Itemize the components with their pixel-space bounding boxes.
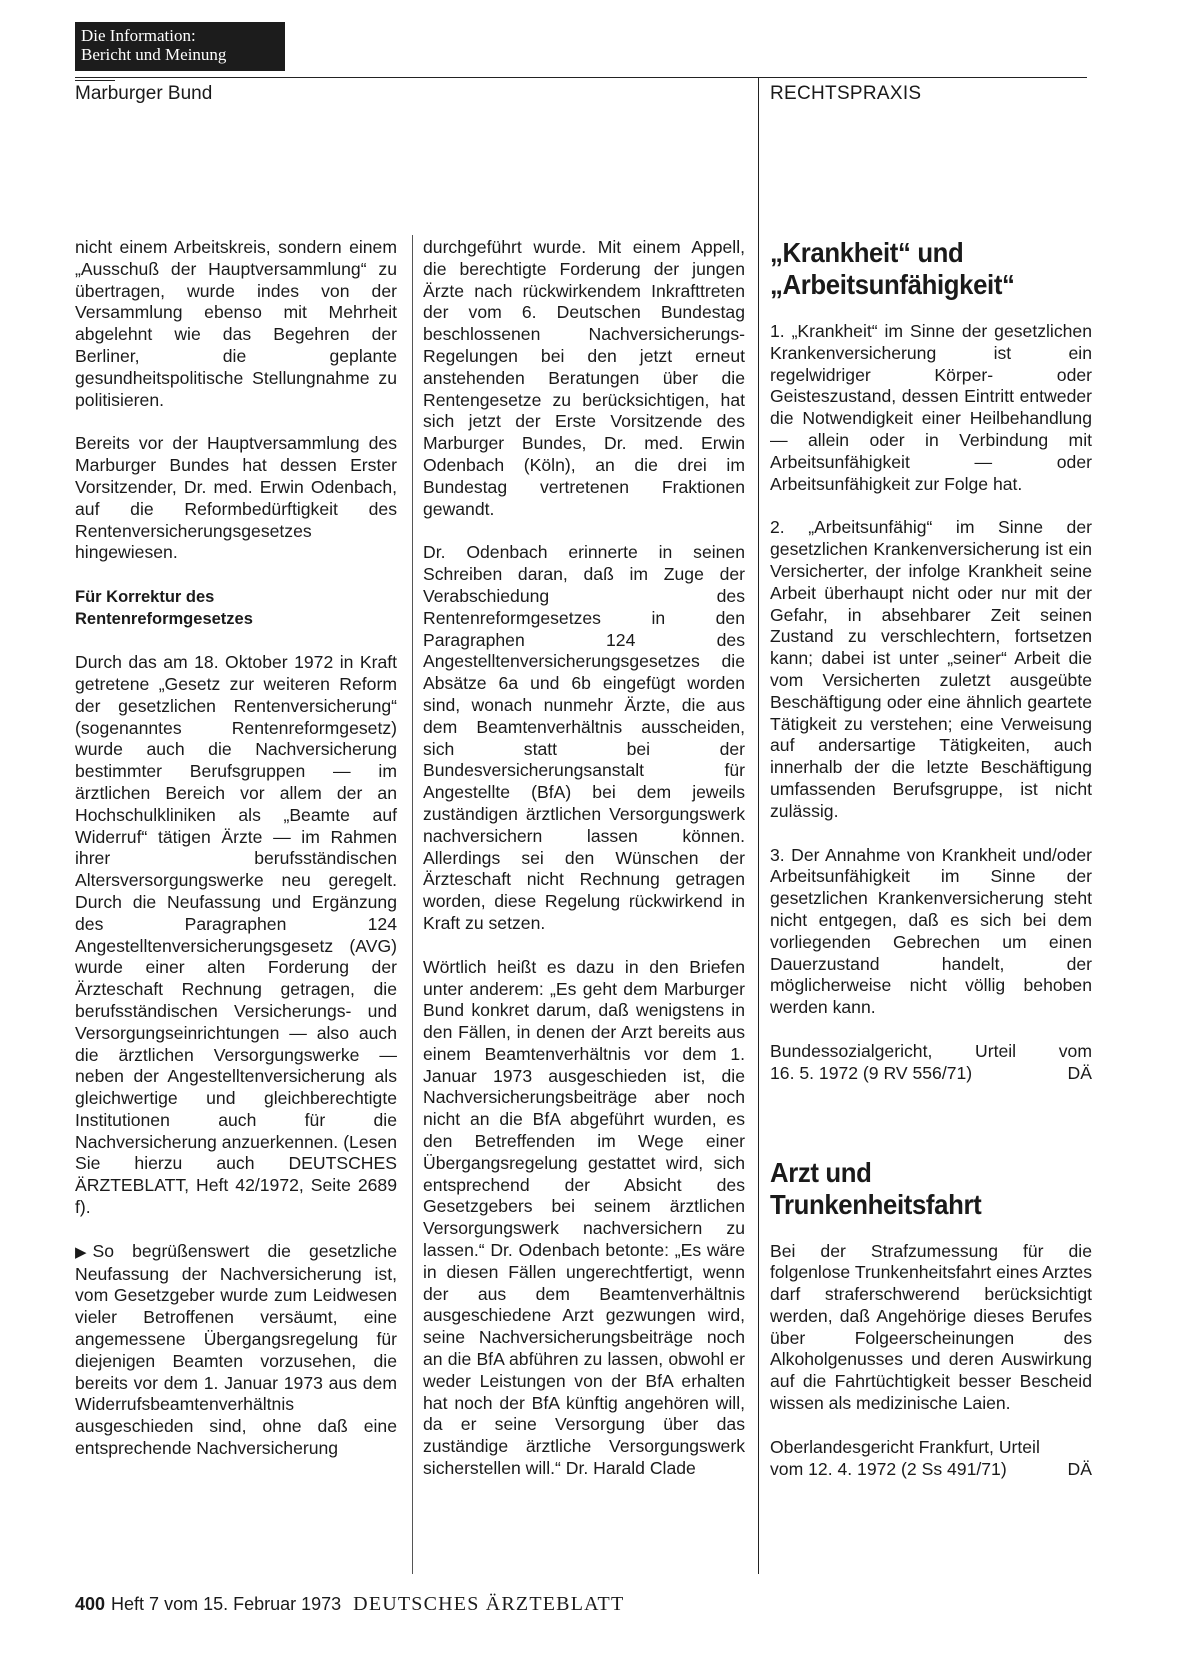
journal-name: DEUTSCHES ÄRZTEBLATT [353, 1593, 625, 1615]
article-column-3 [770, 237, 1092, 1502]
column-divider-left [412, 235, 413, 1574]
subheading-line: Für Korrektur des [75, 588, 215, 607]
paragraph: Durch das am 18. Oktober 1972 in Kraft getretene „Gesetz zur weiteren Reform der gesetzlichen Rentenversicherung“ (sogenanntes Rentenreformgesetz) wurde auch die Nachversicherung bestimmter Berufsgruppen — im ärztlichen Bereich vor allem der an Hochschulkliniken als „Beamte auf Widerruf“ tätigen Ärzte — im Rahmen ihrer berufsständischen Altersversorgungswerke neu geregelt. Durch die Neufassung und Ergänzung des Paragraphen 124 Angestelltenversicherungsgesetz (AVG) wurde einer alten Forderung der Ärzteschaft Rechnung getragen, die berufsständischen Versicherungs- und Versorgungseinrichtungen — also auch die ärztlichen Versorgungswerke — neben der Angestelltenversicherung als gleichwertige und gleichberechtigte Institutionen auch für die Nachversicherung anzuerkennen. (Lesen Sie hierzu auch DEUTSCHES ÄRZTEBLATT, Heft 42/1972, Seite 2689 f). [75, 652, 397, 1218]
triangle-bullet-icon: ▶ [75, 1243, 87, 1261]
paragraph: 2. „Arbeitsunfähig“ im Sinne der gesetzlichen Krankenversicherung ist ein Versicherter, der infolge Krankheit seine Arbeit überhaupt nicht oder nur mit der Gefahr, in absehbarer Zeit seinen Zustand zu verschlechtern, fortsetzen kann; dabei ist unter „seiner“ Arbeit die vom Versicherten zuletzt ausgeübte Beschäftigung oder eine ähnlich geartete Tätigkeit zu verstehen; eine Verweisung auf andersartige Tätigkeiten, auch innerhalb der die letzte Beschäftigung umfassenden Berufsgruppe, ist nicht zulässig. [770, 517, 1092, 821]
paragraph: 1. „Krankheit“ im Sinne der gesetzlichen Krankenversicherung ist ein regelwidriger Körper- oder Geisteszustand, dessen Eintritt entweder die Notwendigkeit einer Heilbehandlung — allein oder in Verbindung mit Arbeitsunfähigkeit — oder Arbeitsunfähigkeit zur Folge hat. [770, 321, 1092, 494]
paragraph-text: So begrüßenswert die gesetzliche Neufassung der Nachversicherung ist, vom Gesetzgeber wurde zum Leidwesen vieler Betroffenen versäumt, eine angemessene Übergangsregelung für diejenigen Beamten vorzusehen, die bereits vor dem 1. Januar 1973 aus dem Widerrufsbeamtenverhältnis ausgeschieden sind, ohne daß eine entsprechende Nachversicherung [75, 1240, 397, 1459]
issue-info: Heft 7 vom 15. Februar 1973 [111, 1594, 342, 1614]
citation-row [770, 1063, 1092, 1085]
subheading [75, 586, 397, 630]
paragraph: Dr. Odenbach erinnerte in seinen Schreiben daran, daß im Zuge der Verabschiedung des Rentenreformgesetzes in den Paragraphen 124 des Angestelltenversicherungsgesetzes die Absätze 6a und 6b eingefügt worden sind, wonach nunmehr Ärzte, die aus dem Beamtenverhältnis ausscheiden, sich statt bei der Bundesversicherungsanstalt für Angestellte (BfA) bei dem jeweils zuständigen ärztlichen Versorgungswerk nachversichern lassen können. Allerdings sei den Wünschen der Ärzteschaft nicht Rechnung getragen worden, diese Regelung rückwirkend in Kraft zu setzen. [423, 542, 745, 933]
headline-trunkenheit [770, 1157, 1066, 1221]
article-column-2 [423, 237, 745, 1502]
masthead-line-1: Die Information: [81, 26, 196, 45]
citation-line: Oberlandesgericht Frankfurt, Urteil [770, 1436, 1040, 1457]
paragraph: durchgeführt wurde. Mit einem Appell, die berechtigte Forderung der jungen Ärzte nach rückwirkendem Inkrafttreten der vom 6. Deutschen Bundestag beschlossenen Nachversicherungs-Regelungen bei den jetzt erneut anstehenden Beratungen über die Rentengesetze zu berücksichtigen, hat sich jetzt der Erste Vorsitzende des Marburger Bundes, Dr. med. Erwin Odenbach (Köln), an die drei im Bundestag vertretenen Fraktionen gewandt. [423, 237, 745, 519]
header-rule [75, 77, 1087, 78]
headline-line: „Arbeitsunfähigkeit“ [770, 269, 1015, 300]
citation-line: 16. 5. 1972 (9 RV 556/71) [770, 1062, 973, 1083]
article-column-1 [75, 237, 397, 1482]
citation-row [770, 1459, 1092, 1481]
paragraph: Bei der Strafzumessung für die folgenlose Trunkenheitsfahrt eines Arztes darf straferschwerend berücksichtigt werden, daß Angehörige dieses Berufes über Folgeerscheinungen des Alkoholgenusses und deren Auswirkung auf die Fahrtüchtigkeit besser Bescheid wissen als medizinische Laien. [770, 1240, 1092, 1414]
subheading-line: Rentenreformgesetzes [75, 610, 253, 629]
court-citation [770, 1041, 1092, 1085]
citation-signature: DÄ [1067, 1458, 1092, 1479]
headline-line: „Krankheit“ und [770, 237, 964, 268]
paragraph: nicht einem Arbeitskreis, sondern einem „Ausschuß der Hauptversammlung“ zu übertragen, wurde indes von der Versammlung ebenso mit Mehrheit abgelehnt wie das Begehren der Berliner, die geplante gesundheitspolitische Stellungnahme zu politisieren. [75, 237, 397, 410]
masthead-line-2: Bericht und Meinung [81, 45, 227, 64]
section-title-left: Marburger Bund [75, 83, 213, 104]
section-title-right: RECHTSPRAXIS [770, 83, 922, 104]
header-rule-short [75, 80, 115, 81]
paragraph: Wörtlich heißt es dazu in den Briefen unter anderem: „Es geht dem Marburger Bund konkret darum, daß wenigstens in den Fällen, in denen der Arzt bereits aus einem Beamtenverhältnis vor dem 1. Januar 1973 ausgeschieden ist, die Nachversicherungsbeiträge aber noch nicht an die BfA abgeführt wurden, es den Betreffenden im Wege einer Übergangsregelung gestattet wird, sich entsprechend der Absicht des Gesetzgebers bei seinem ärztlichen Versorgungswerk nachversichern zu lassen.“ Dr. Odenbach betonte: „Es wäre in diesen Fällen ungerechtfertigt, wenn der aus dem Beamtenverhältnis ausgeschiedene Arzt gezwungen wird, seine Nachversicherungsbeiträge noch an die BfA abführen zu lassen, obwohl er weder Leistungen von der BfA erhalten hat noch der BfA künftig angehören will, da er seine Versorgung über das zuständige ärztliche Versorgungswerk sicherstellen will.“ Dr. Harald Clade [423, 956, 745, 1479]
paragraph: Bereits vor der Hauptversammlung des Marburger Bundes hat dessen Erster Vorsitzender, Dr. med. Erwin Odenbach, auf die Reformbedürftigkeit des Rentenversicherungsgesetzes hingewiesen. [75, 433, 397, 563]
citation-line: vom 12. 4. 1972 (2 Ss 491/71) [770, 1458, 1007, 1479]
headline-line: Arzt und [770, 1156, 872, 1188]
headline-krankheit [770, 237, 1066, 301]
masthead-label [75, 22, 285, 71]
page-footer [75, 1593, 624, 1616]
citation-signature: DÄ [1067, 1062, 1092, 1083]
page-number: 400 [75, 1594, 106, 1614]
citation-line: Bundessozialgericht, Urteil vom [770, 1040, 1092, 1061]
paragraph: 3. Der Annahme von Krankheit und/oder Arbeitsunfähigkeit im Sinne der gesetzlichen Krankenversicherung steht nicht entgegen, daß es sich bei dem vorliegenden Gebrechen um einen Dauerzustand handelt, der möglicherweise nicht völlig behoben werden kann. [770, 844, 1092, 1018]
headline-line: Trunkenheitsfahrt [770, 1188, 982, 1220]
column-divider-right [758, 77, 759, 1574]
court-citation [770, 1437, 1092, 1481]
paragraph-with-bullet [75, 1241, 397, 1460]
